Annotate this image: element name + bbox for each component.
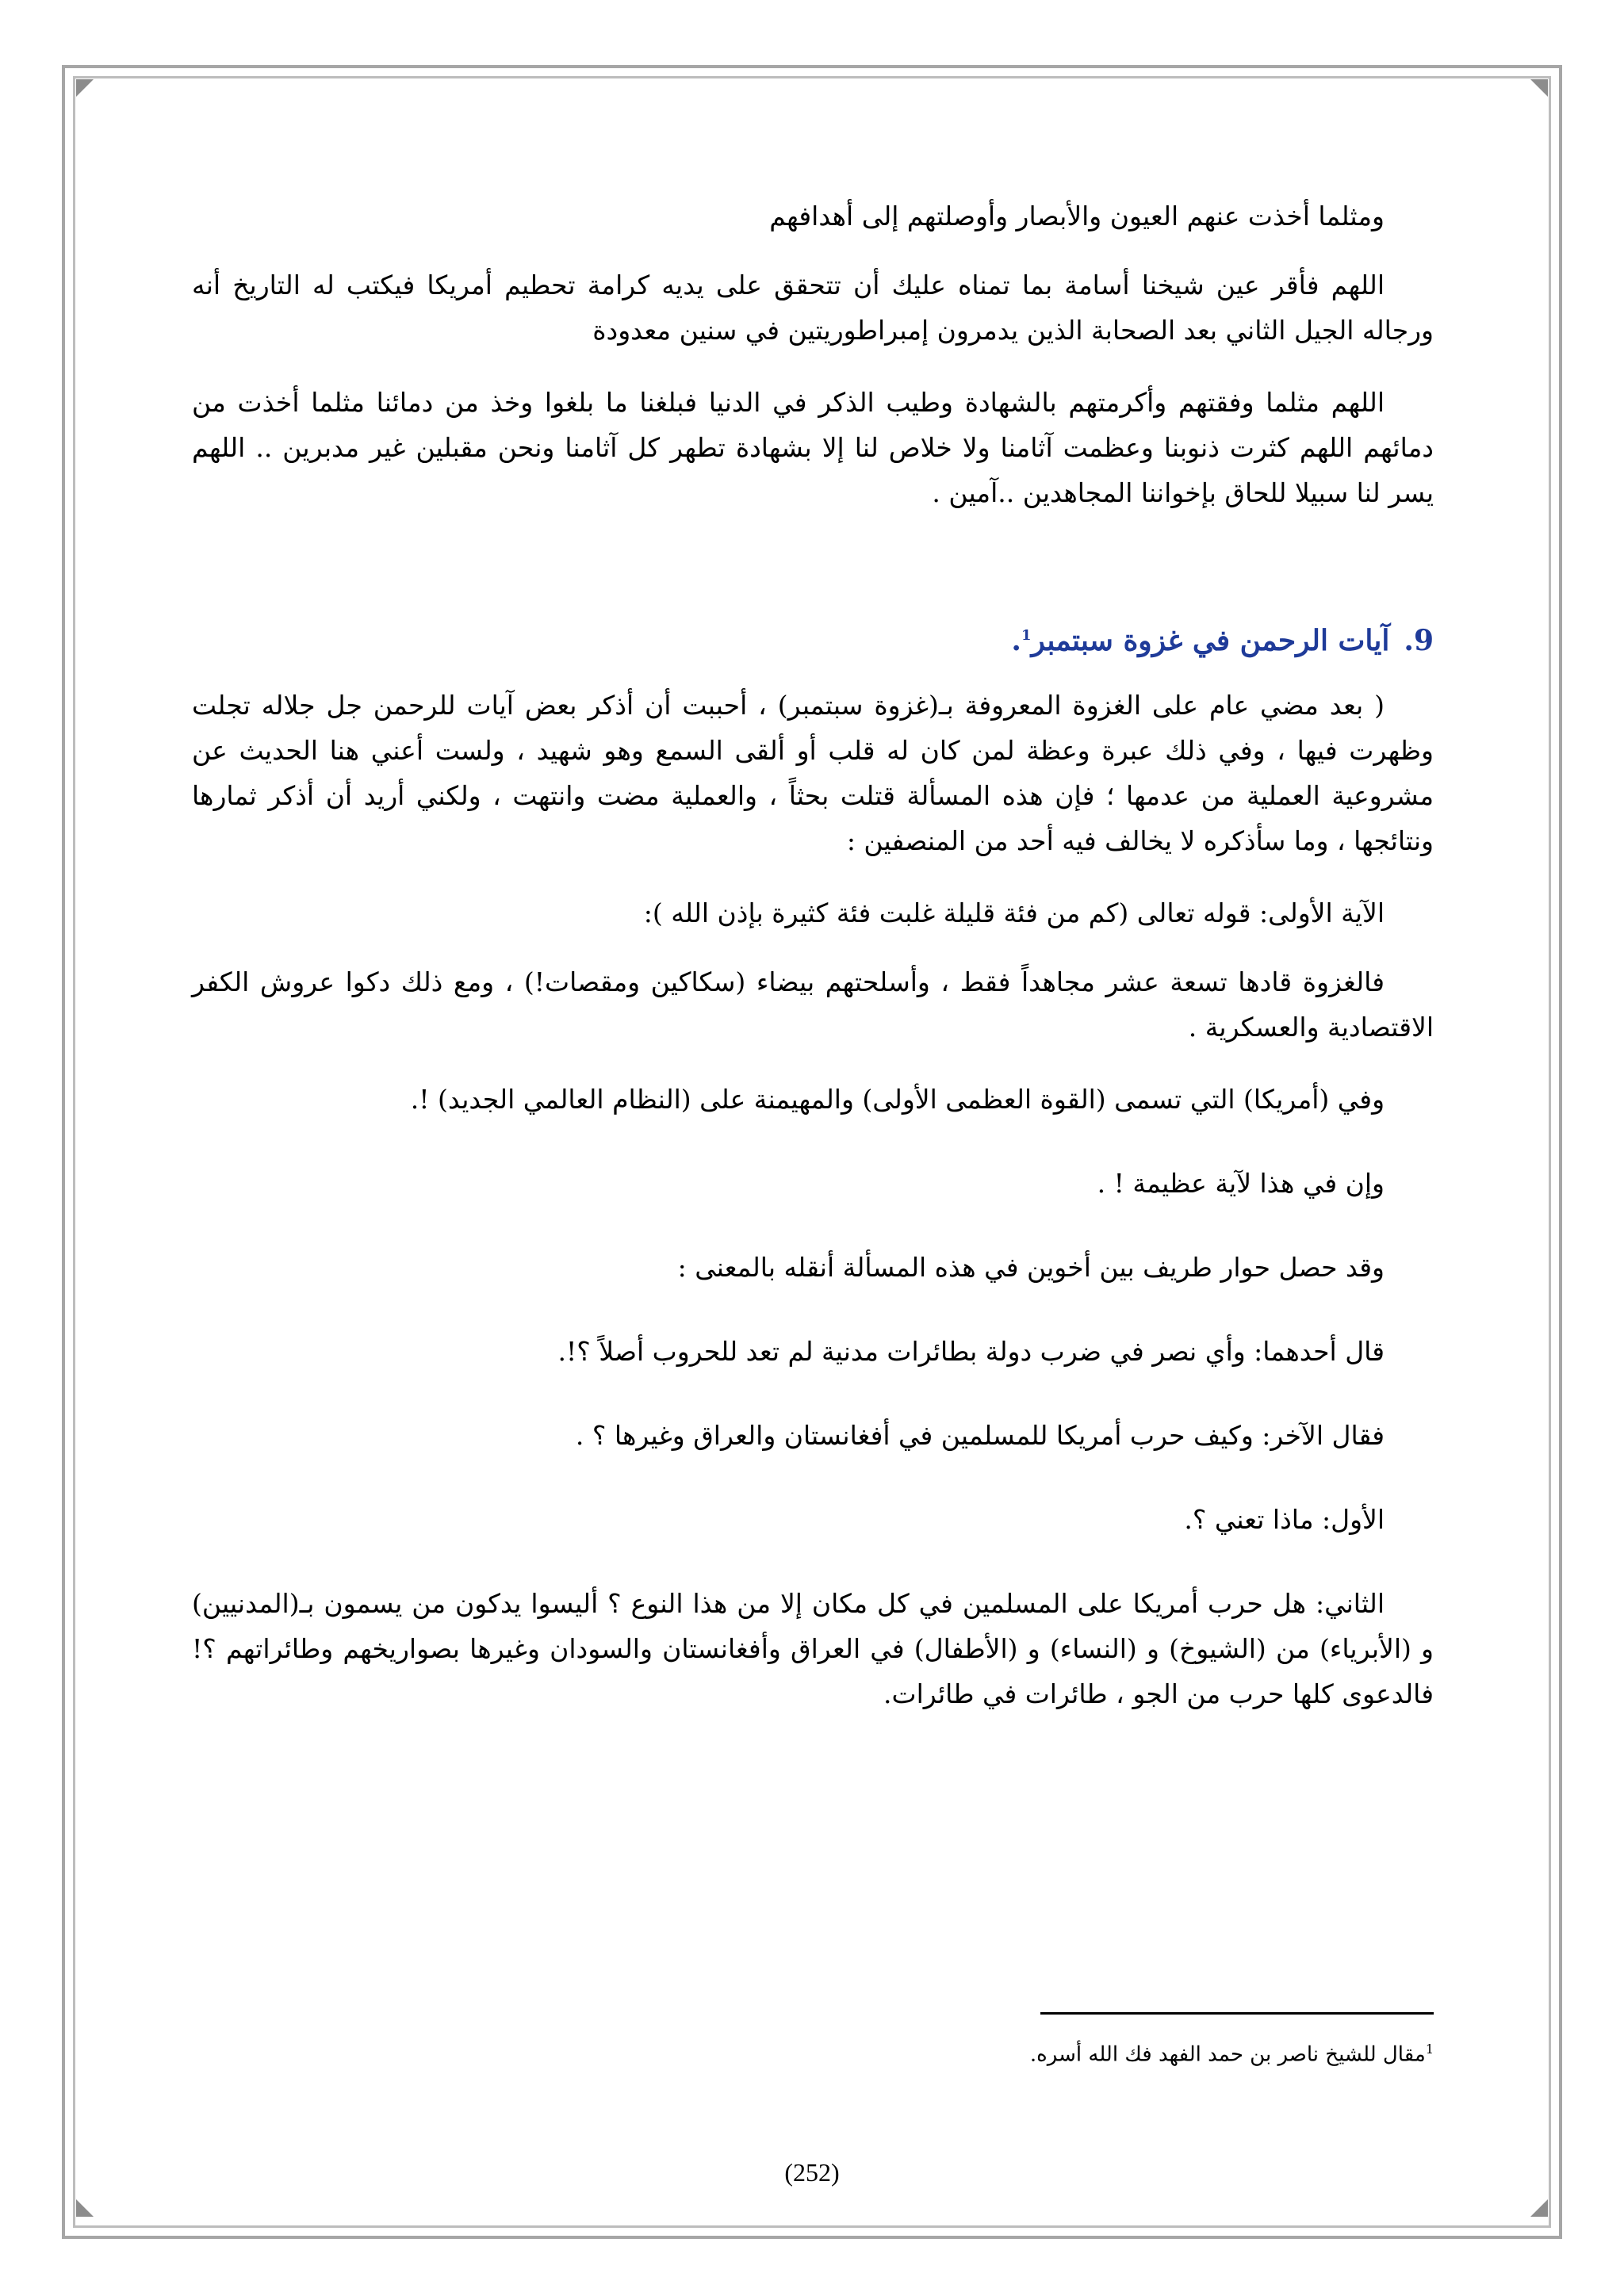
paragraph: ( بعد مضي عام على الغزوة المعروفة بـ(غزوة سبتمبر) ، أحببت أن أذكر بعض آيات للرحمن جل جلاله تجلت وظهرت فيها ، وفي ذلك عبرة وعظة لمن كان له قلب أو ألقى السمع وهو شهيد ، ولست أعني هنا الحديث عن مشروعية العملية من عدمها ؛ فإن هذه المسألة قتلت بحثاً ، والعملية مضت وانتهت ، ولكني أريد أن أذكر ثمارها ونتائجها ، وما سأذكره لا يخالف فيه أحد من المنصفين : bbox=[192, 690, 1434, 856]
corner-ornament bbox=[1530, 2199, 1548, 2217]
paragraph: وإن في هذا لآية عظيمة ! . bbox=[1097, 1168, 1385, 1199]
footnote-mark: 1 bbox=[1425, 2042, 1434, 2057]
section-heading bbox=[192, 618, 1434, 664]
paragraph: قال أحدهما: وأي نصر في ضرب دولة بطائرات مدنية لم تعد للحروب أصلاً ؟!. bbox=[557, 1336, 1385, 1367]
paragraph: وقد حصل حوار طريف بين أخوين في هذه المسألة أنقله بالمعنى : bbox=[677, 1252, 1385, 1283]
page-number: (252) bbox=[784, 2158, 840, 2187]
corner-ornament bbox=[1530, 79, 1548, 97]
section-title: آيات الرحمن في غزوة سبتمبر bbox=[1031, 624, 1390, 657]
paragraph: الأول: ماذا تعني ؟. bbox=[1184, 1504, 1385, 1535]
paragraph: اللهم فأقر عين شيخنا أسامة بما تمناه عليك أن تتحقق على يديه كرامة تحطيم أمريكا فيكتب له التاريخ أنه ورجاله الجيل الثاني بعد الصحابة الذين يدمرون إمبراطوريتين في سنين معدودة bbox=[192, 270, 1434, 346]
paragraph: اللهم مثلما وفقتهم وأكرمتهم بالشهادة وطيب الذكر في الدنيا فبلغنا ما بلغوا وخذ من دمائنا مثلما أخذت من دمائهم اللهم كثرت ذنوبنا وعظمت آثامنا ولا خلاص لنا إلا بشهادة تطهر كل آثامنا ونحن مقبلين غير مدبرين .. اللهم يسر لنا سبيلا للحاق بإخواننا المجاهدين ..آمين . bbox=[192, 387, 1434, 508]
paragraph: فالغزوة قادها تسعة عشر مجاهداً فقط ، وأسلحتهم بيضاء (سكاكين ومقصات!) ، ومع ذلك دكوا عروش الكفر الاقتصادية والعسكرية . bbox=[192, 966, 1434, 1043]
paragraph: فقال الآخر: وكيف حرب أمريكا للمسلمين في أفغانستان والعراق وغيرها ؟ . bbox=[575, 1420, 1385, 1451]
corner-ornament bbox=[76, 2199, 94, 2217]
section-number: 9. bbox=[1404, 624, 1434, 657]
footnote bbox=[793, 2034, 1434, 2071]
paragraph: الآية الأولى: قوله تعالى (كم من فئة قليلة غلبت فئة كثيرة بإذن الله ): bbox=[643, 897, 1385, 928]
paragraph: ومثلما أخذت عنهم العيون والأبصار وأوصلتهم إلى أهدافهم bbox=[769, 201, 1385, 232]
paragraph: الثاني: هل حرب أمريكا على المسلمين في كل مكان إلا من هذا النوع ؟ أليسوا يدكون من يسمون بـ(المدنيين) و (الأبرياء) من (الشيوخ) و (النساء) و (الأطفال) في العراق وأفغانستان والسودان وغيرها بصواريخهم وطائراتهم ؟! فالدعوى كلها حرب من الجو ، طائرات في طائرات. bbox=[192, 1588, 1434, 1709]
footnote-text: مقال للشيخ ناصر بن حمد الفهد فك الله أسره. bbox=[1029, 2042, 1426, 2067]
footnote-reference[interactable]: 1 bbox=[1021, 627, 1032, 644]
page-body bbox=[192, 193, 1434, 1740]
paragraph: وفي (أمريكا) التي تسمى (القوة العظمى الأولى) والمهيمنة على (النظام العالمي الجديد) !. bbox=[410, 1084, 1385, 1115]
heading-end: . bbox=[1011, 624, 1021, 657]
footnote-separator bbox=[1040, 2012, 1434, 2015]
corner-ornament bbox=[76, 79, 94, 97]
